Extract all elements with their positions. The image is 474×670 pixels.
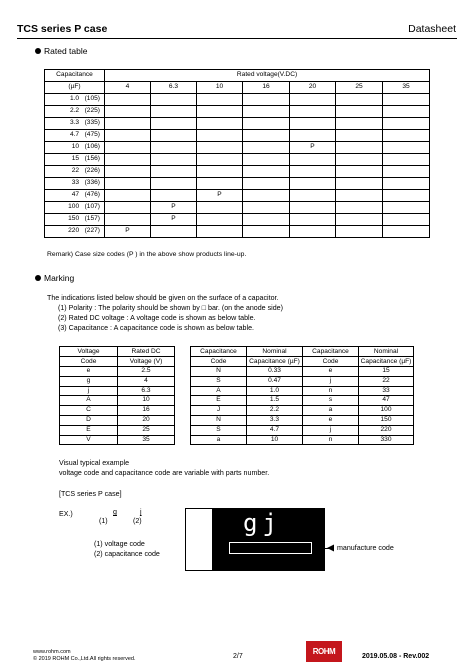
rated-table [44,69,430,238]
cap-code-cell: s [303,396,359,406]
capacitance-cell: 15 (156) [45,154,105,166]
case-code-cell [197,94,243,106]
case-code-cell: P [151,202,197,214]
nominal-cap-cell: 1.0 [247,386,303,396]
case-code-cell [290,106,336,118]
legend-capacitance-code: (2) capacitance code [94,550,160,558]
case-code-cell [243,166,290,178]
capacitance-cell: 1.0 (105) [45,94,105,106]
rated-voltage-row [45,82,430,94]
case-code-cell [336,106,383,118]
cap-code-cell: a [191,435,247,445]
table-row [45,118,430,130]
table-row [60,376,414,386]
case-code-cell [243,190,290,202]
case-code-cell [290,94,336,106]
marking-item-polarity: (1) Polarity : The polarity should be shown by □ bar. (on the anode side) [58,304,283,312]
marking-item-capacitance: (3) Capacitance : A capacitance code is shown as below table. [58,324,254,332]
case-code-cell [383,214,430,226]
table-row [45,226,430,238]
nominal-cap-cell: 10 [247,435,303,445]
capacitance-header: Capacitance [45,70,105,82]
rated-voltage-cell: 6.3 [118,386,175,396]
cap-code-cell: $\overline{a}$ [303,406,359,416]
cap-code-header: Capacitance [191,347,247,357]
case-code-cell [243,118,290,130]
case-code-cell [197,202,243,214]
case-code-cell [105,130,151,142]
rated-voltage-cell: 16 [118,406,175,416]
capacitance-cell: 47 (476) [45,190,105,202]
table-row [45,190,430,202]
voltage-code-cell: g [60,376,118,386]
case-code-cell [336,166,383,178]
case-code-cell [290,214,336,226]
table-row [45,106,430,118]
case-code-cell: P [151,214,197,226]
cap-code-header-2: Capacitance [303,347,359,357]
example-2: (2) [133,517,142,525]
case-code-cell [290,226,336,238]
bullet-icon [35,275,41,281]
table-row [45,166,430,178]
case-code-cell [336,202,383,214]
nominal-cap-cell: 100 [359,406,414,416]
case-code-cell [105,178,151,190]
table-row [45,178,430,190]
nominal-cap-cell: 0.47 [247,376,303,386]
case-code-cell [336,130,383,142]
case-code-cell [383,154,430,166]
case-code-cell [336,226,383,238]
case-code-cell [243,226,290,238]
case-code-cell [197,226,243,238]
case-code-cell [336,142,383,154]
rated-voltage-cell: 10 [118,396,175,406]
voltage-code-cell: E [60,425,118,435]
voltage-header-cell: 6.3 [151,82,197,94]
voltage-code-cell: V [60,435,118,445]
document-title: TCS series P case [17,23,108,35]
capacitance-cell: 22 (226) [45,166,105,178]
nominal-cap-cell: 22 [359,376,414,386]
marking-intro: The indications listed below should be given on the surface of a capacitor. [47,294,279,302]
case-code-cell [243,106,290,118]
nominal-cap-cell: 150 [359,415,414,425]
footer-copyright: © 2019 ROHM Co.,Ltd.All rights reserved. [33,656,136,662]
case-code-cell [197,142,243,154]
rated-voltage-cell: 25 [118,425,175,435]
case-code-cell [105,214,151,226]
case-code-cell [105,190,151,202]
case-code-cell [336,190,383,202]
example-1: (1) [99,517,108,525]
voltage-code-subheader: Code [60,357,118,367]
case-code-cell [151,94,197,106]
case-code-cell [336,118,383,130]
chip-marking: gj [243,509,282,537]
example-label: EX.) [59,510,73,518]
voltage-header-cell: 10 [197,82,243,94]
cap-code-cell: E [191,396,247,406]
capacitance-cell: 4.7 (475) [45,130,105,142]
bullet-icon [35,48,41,54]
nominal-cap-header: Nominal [247,347,303,357]
case-code-cell [290,130,336,142]
footer-url[interactable]: www.rohm.com [33,649,71,655]
capacitance-unit: (µF) [45,82,105,94]
case-code-cell [290,190,336,202]
marking-heading: Marking [35,273,74,283]
nominal-cap-cell: 4.7 [247,425,303,435]
page-number: 2/7 [233,653,243,660]
case-code-cell: P [290,142,336,154]
arrow-left-icon [327,544,335,552]
nominal-cap-cell: 47 [359,396,414,406]
case-code-cell [243,142,290,154]
cap-code-cell: N [191,415,247,425]
rated-voltage-header: Rated voltage(V.DC) [105,70,430,82]
nominal-cap-header-2: Nominal [359,347,414,357]
case-code-cell [105,166,151,178]
visual-example-title: Visual typical example [59,459,130,467]
cap-code-cell: $\overline{e}$ [303,415,359,425]
case-code-cell [243,214,290,226]
marking-item-voltage: (2) Rated DC voltage : A voltage code is shown as below table. [58,314,256,322]
case-code-cell [243,94,290,106]
capacitance-cell: 100 (107) [45,202,105,214]
rohm-logo: ROHM [306,641,342,662]
table-row [60,435,414,445]
case-code-cell [151,118,197,130]
nominal-cap-cell: 0.33 [247,367,303,377]
case-code-cell [105,118,151,130]
case-code-cell [105,154,151,166]
rated-voltage-cell: 35 [118,435,175,445]
case-code-cell [290,118,336,130]
case-code-cell [243,154,290,166]
example-g: g [113,508,117,516]
table-row [45,202,430,214]
header-divider [17,38,457,39]
case-code-cell: P [105,226,151,238]
nominal-cap-cell: 1.5 [247,396,303,406]
case-code-cell [383,178,430,190]
case-code-cell [197,118,243,130]
cap-code-cell: j [303,376,359,386]
capacitance-cell: 33 (336) [45,178,105,190]
case-code-cell [197,106,243,118]
cap-code-cell: $\overline{j}$ [303,425,359,435]
case-code-cell [197,214,243,226]
case-code-cell [383,202,430,214]
case-code-cell: P [197,190,243,202]
case-code-cell [105,106,151,118]
case-code-cell [383,226,430,238]
rated-dc-subheader: Voltage (V) [118,357,175,367]
table-row [60,415,414,425]
marking-table [59,346,414,445]
cap-code-cell: $\overline{S}$ [191,376,247,386]
rated-table-heading: Rated table [35,46,87,56]
case-code-cell [383,142,430,154]
cap-code-cell: $\overline{S}$ [191,425,247,435]
capacitance-cell: 2.2 (225) [45,106,105,118]
table-row [45,142,430,154]
case-code-cell [336,154,383,166]
voltage-code-header: Voltage [60,347,118,357]
case-code-cell [105,94,151,106]
voltage-code-cell: A [60,396,118,406]
case-code-cell [105,202,151,214]
legend-voltage-code: (1) voltage code [94,540,145,548]
case-code-cell [151,178,197,190]
table-row [60,425,414,435]
rated-dc-header: Rated DC [118,347,175,357]
table-row [60,396,414,406]
cap-code-subheader-2: Code [303,357,359,367]
case-code-cell [290,202,336,214]
case-code-cell [197,130,243,142]
voltage-header-cell: 16 [243,82,290,94]
cap-code-cell: A [191,386,247,396]
table-row [45,214,430,226]
rated-remark: Remark) Case size codes (P ) in the above show products line-up. [47,251,247,258]
case-code-cell [383,130,430,142]
document-type: Datasheet [408,23,456,35]
case-code-cell [151,130,197,142]
case-code-cell [151,190,197,202]
cap-code-subheader: Code [191,357,247,367]
table-row [45,154,430,166]
marking-header-row-2 [60,357,414,367]
case-code-cell [383,106,430,118]
case-code-cell [383,118,430,130]
nominal-cap-cell: 2.2 [247,406,303,416]
cap-code-cell: n [303,386,359,396]
capacitance-cell: 3.3 (335) [45,118,105,130]
case-code-cell [336,178,383,190]
table-row [60,367,414,377]
case-code-cell [197,154,243,166]
nominal-cap-cell: 220 [359,425,414,435]
nominal-cap-cell: 330 [359,435,414,445]
series-label: [TCS series P case] [59,490,122,498]
visual-example-desc: voltage code and capacitance code are variable with parts number. [59,469,270,477]
case-code-cell [336,94,383,106]
voltage-code-cell: j [60,386,118,396]
case-code-cell [151,106,197,118]
cap-code-cell: $\overline{n}$ [303,435,359,445]
case-code-cell [383,190,430,202]
nominal-cap-cell: 33 [359,386,414,396]
case-code-cell [105,142,151,154]
case-code-cell [151,142,197,154]
case-code-cell [290,166,336,178]
marking-header-row-1 [60,347,414,357]
nominal-cap-subheader-2: Capacitance (µF) [359,357,414,367]
voltage-header-cell: 20 [290,82,336,94]
revision-date: 2019.05.08 - Rev.002 [362,653,430,660]
rated-voltage-cell: 4 [118,376,175,386]
manufacture-code-label: manufacture code [337,544,394,552]
cap-code-cell: e [303,367,359,377]
case-code-cell [243,130,290,142]
voltage-header-cell: 25 [336,82,383,94]
table-row [45,130,430,142]
voltage-code-cell: D [60,415,118,425]
nominal-cap-subheader: Capacitance (µF) [247,357,303,367]
polarity-bar [185,508,213,571]
rated-header-row [45,70,430,82]
cap-code-cell: N [191,367,247,377]
voltage-header-cell: 4 [105,82,151,94]
case-code-cell [151,154,197,166]
voltage-code-cell: e [60,367,118,377]
rated-voltage-cell: 2.5 [118,367,175,377]
rated-voltage-cell: 20 [118,415,175,425]
case-code-cell [336,214,383,226]
case-code-cell [197,166,243,178]
table-row [60,406,414,416]
case-code-cell [151,226,197,238]
cap-code-cell: J [191,406,247,416]
case-code-cell [151,166,197,178]
capacitance-cell: 150 (157) [45,214,105,226]
case-code-cell [243,202,290,214]
case-code-cell [290,178,336,190]
voltage-header-cell: 35 [383,82,430,94]
manufacture-code-box [229,542,312,554]
case-code-cell [290,154,336,166]
case-code-cell [243,178,290,190]
voltage-code-cell: C [60,406,118,416]
table-row [60,386,414,396]
table-row [45,94,430,106]
capacitance-cell: 220 (227) [45,226,105,238]
nominal-cap-cell: 3.3 [247,415,303,425]
example-j: j [140,508,142,516]
case-code-cell [197,178,243,190]
nominal-cap-cell: 15 [359,367,414,377]
capacitance-cell: 10 (106) [45,142,105,154]
case-code-cell [383,166,430,178]
case-code-cell [383,94,430,106]
